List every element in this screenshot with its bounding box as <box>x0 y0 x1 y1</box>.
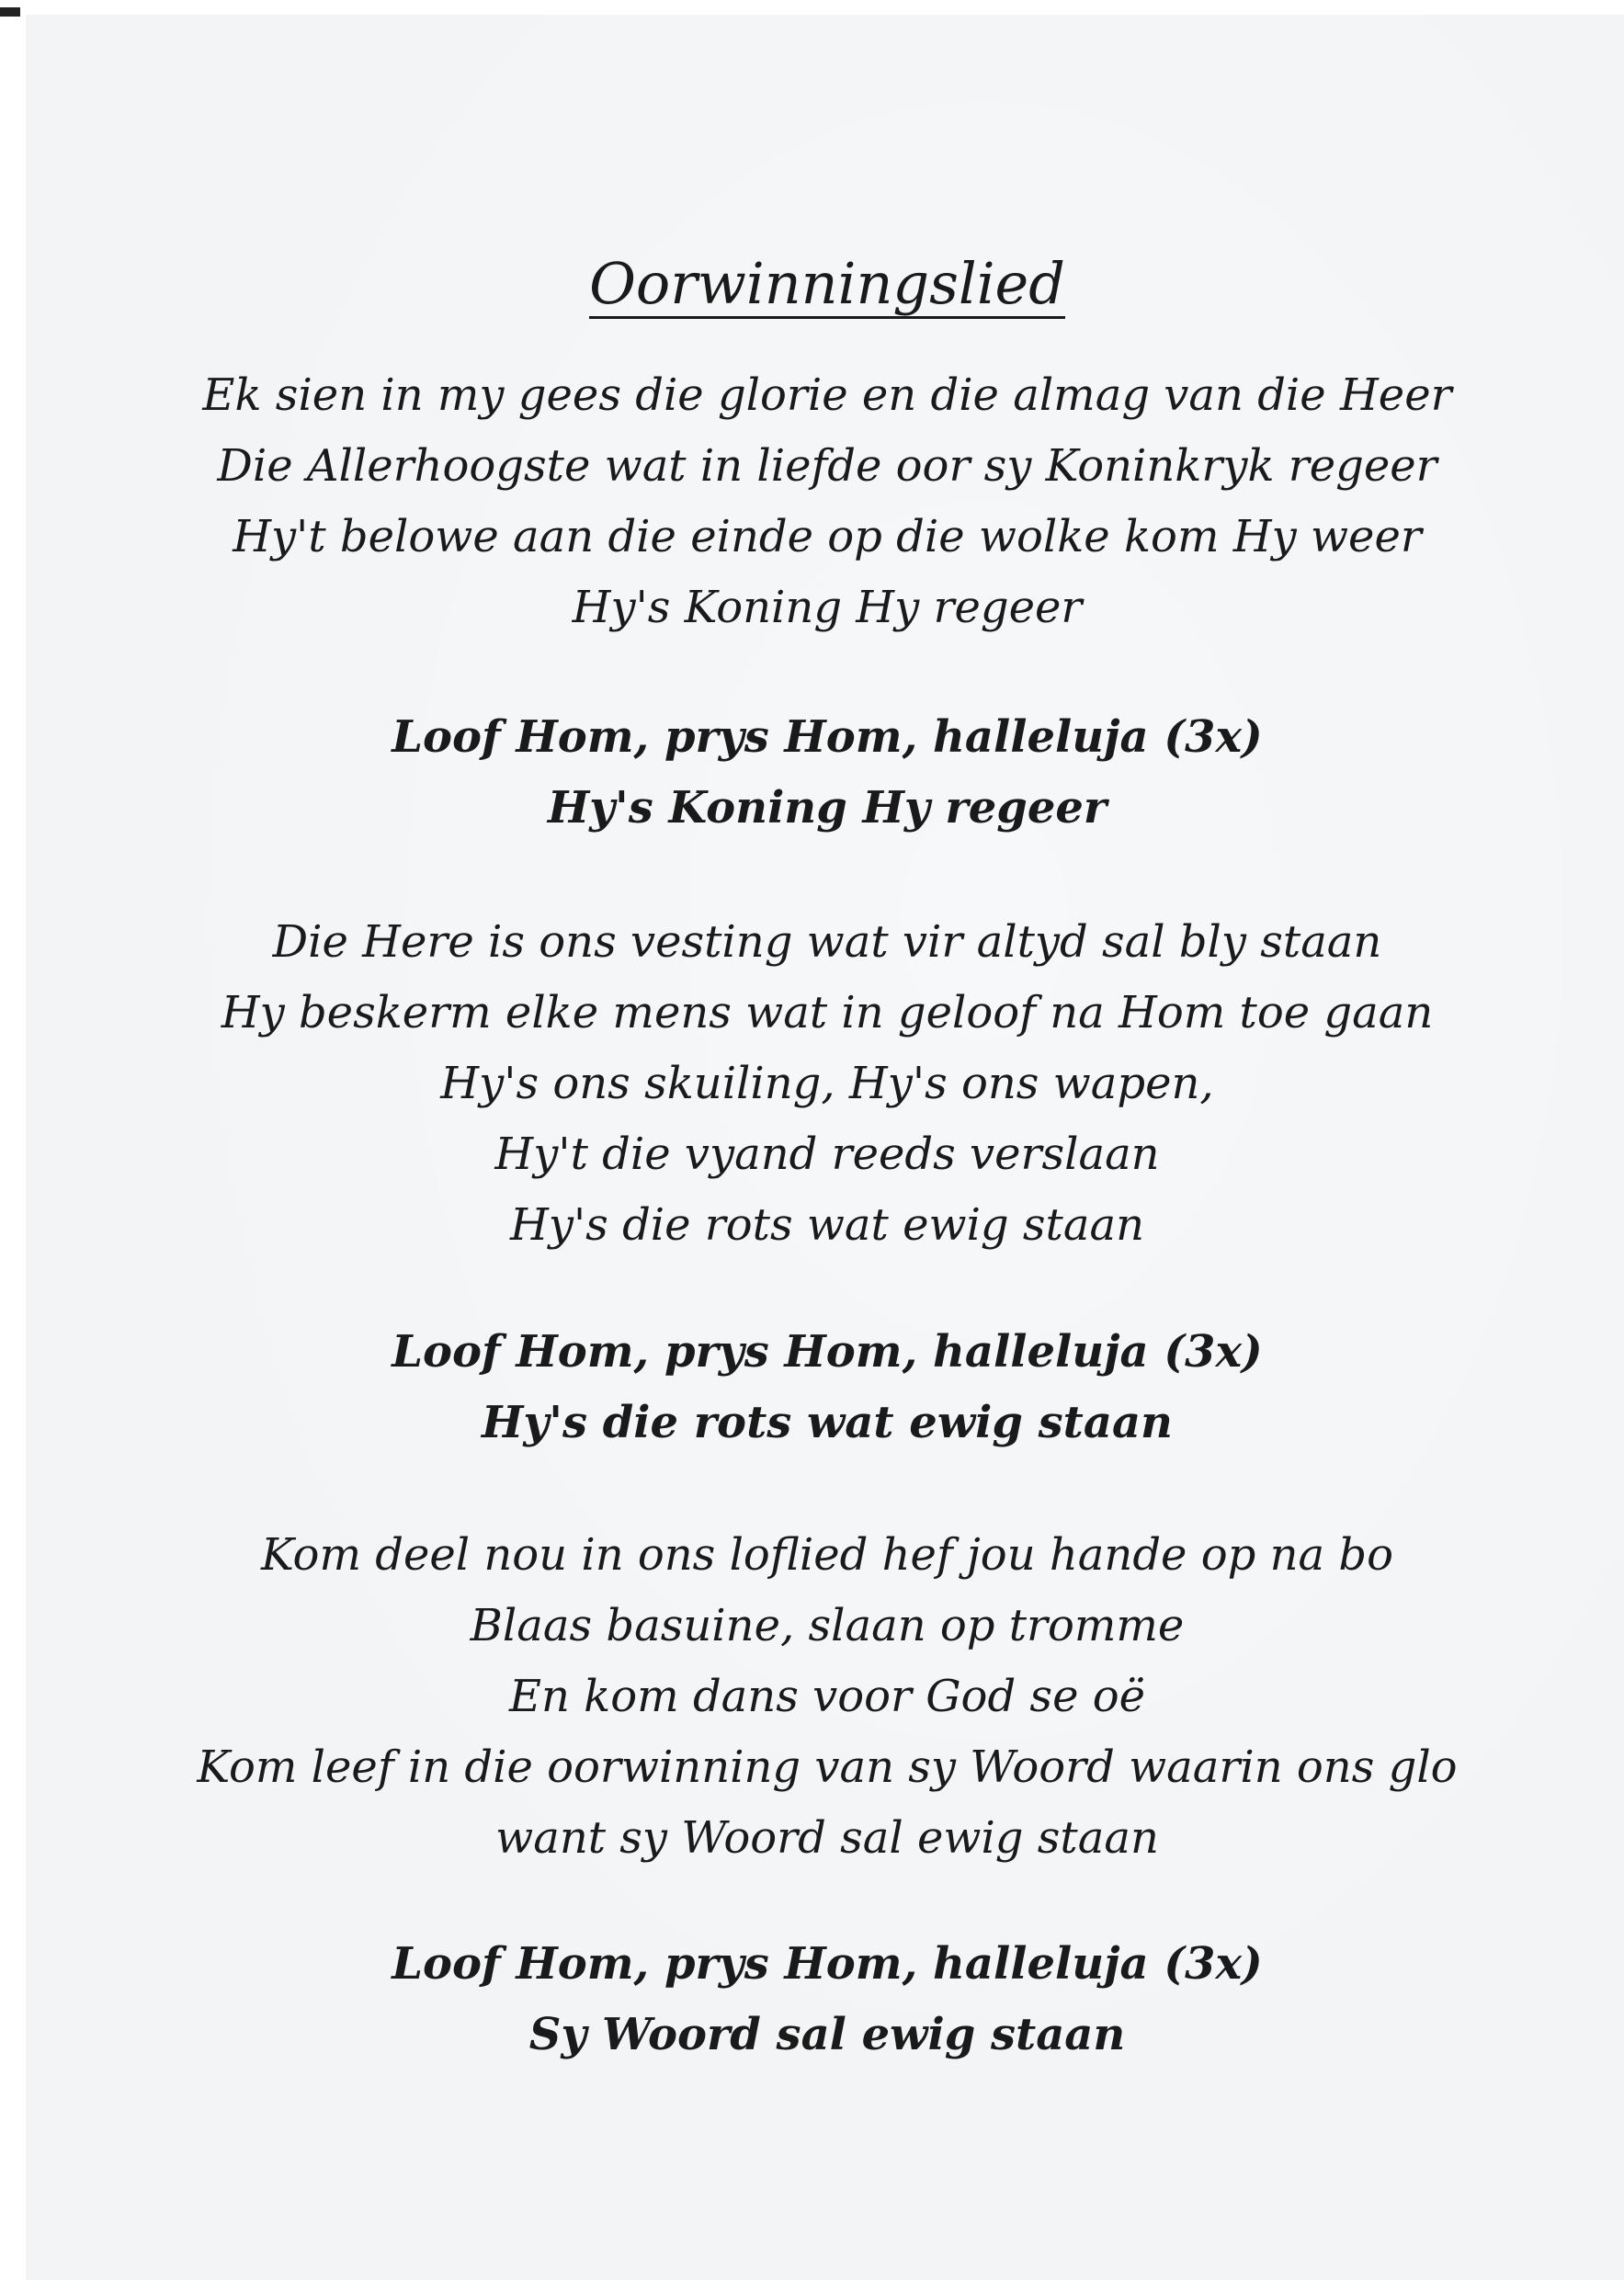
verse-1-line-2: Die Allerhoogste wat in liefde oor sy Koninkryk regeer <box>217 440 1437 492</box>
chorus-2-line-2: Hy's die rots wat ewig staan <box>482 1397 1173 1448</box>
verse-1-line-3: Hy't belowe aan die einde op die wolke kom Hy weer <box>233 511 1422 562</box>
verse-3-line-2: Blaas basuine, slaan op tromme <box>470 1600 1185 1651</box>
scan-corner-mark <box>0 7 20 17</box>
verse-2-line-5: Hy's die rots wat ewig staan <box>510 1199 1144 1251</box>
song-title-text: Oorwinningslied <box>589 250 1065 317</box>
verse-2-line-2: Hy beskerm elke mens wat in geloof na Hom toe gaan <box>221 987 1434 1038</box>
chorus-1-line-1: Loof Hom, prys Hom, halleluja (3x) <box>392 711 1263 763</box>
verse-1-line-1: Ek sien in my gees die glorie en die almag van die Heer <box>202 369 1452 421</box>
verse-3-line-4: Kom leef in die oorwinning van sy Woord waarin ons glo <box>197 1741 1458 1793</box>
chorus-3-line-2: Sy Woord sal ewig staan <box>528 2009 1126 2060</box>
verse-3-line-3: En kom dans voor God se oë <box>508 1671 1146 1722</box>
verse-2-line-1: Die Here is ons vesting wat vir altyd sal bly staan <box>272 916 1382 968</box>
verse-3-line-5: want sy Woord sal ewig staan <box>495 1812 1159 1864</box>
verse-3-line-1: Kom deel nou in ons loflied hef jou hande op na bo <box>260 1529 1394 1581</box>
verse-1-line-4: Hy's Koning Hy regeer <box>572 582 1083 633</box>
chorus-1-line-2: Hy's Koning Hy regeer <box>547 782 1107 834</box>
song-title <box>51 250 1603 319</box>
chorus-2-line-1: Loof Hom, prys Hom, halleluja (3x) <box>392 1326 1263 1378</box>
chorus-3-line-1: Loof Hom, prys Hom, halleluja (3x) <box>392 1938 1263 1990</box>
verse-2-line-4: Hy't die vyand reeds verslaan <box>494 1129 1160 1180</box>
paper-sheet <box>26 15 1624 2280</box>
verse-2-line-3: Hy's ons skuiling, Hy's ons wapen, <box>440 1058 1214 1109</box>
